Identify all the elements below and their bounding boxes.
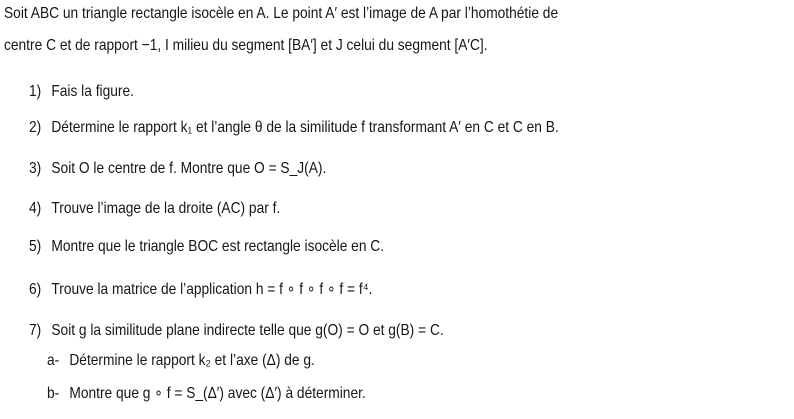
question-number: 1) [29,83,42,100]
question-text: Trouve la matrice de l’application h = f ∘ f ∘ f ∘ f = f⁴. [51,281,373,298]
question-number: 3) [29,160,42,177]
sub-question-label: b- [47,385,60,402]
sub-question-text: Détermine le rapport k₂ et l’axe (Δ) de g. [69,352,315,369]
question-number: 5) [29,238,42,255]
question-4 [29,199,280,219]
question-6 [29,280,372,300]
question-text: Soit O le centre de f. Montre que O = S_J(A). [51,160,327,177]
question-1 [29,82,134,102]
sub-question-label: a- [47,352,60,369]
intro-line-1: Soit ABC un triangle rectangle isocèle en A. Le point A′ est l’image de A par l’homothétie de [4,5,559,22]
question-2 [29,118,559,138]
question-number: 4) [29,200,42,217]
question-number: 6) [29,281,42,298]
question-text: Détermine le rapport k₁ et l’angle θ de la similitude f transformant A′ en C et C en B. [51,119,559,136]
question-number: 2) [29,119,42,136]
question-text: Trouve l’image de la droite (AC) par f. [51,200,281,217]
question-3 [29,159,326,179]
sub-question-b [47,384,366,404]
sub-question-a [47,351,315,371]
question-text: Soit g la similitude plane indirecte telle que g(O) = O et g(B) = C. [51,322,444,339]
intro-line-2: centre C et de rapport −1, I milieu du segment [BA′] et J celui du segment [A′C]. [4,37,488,54]
question-number: 7) [29,322,42,339]
question-text: Fais la figure. [51,83,134,100]
question-5 [29,237,384,257]
question-7 [29,321,444,341]
question-text: Montre que le triangle BOC est rectangle isocèle en C. [51,238,385,255]
sub-question-text: Montre que g ∘ f = S_(Δ′) avec (Δ′) à déterminer. [69,385,366,402]
